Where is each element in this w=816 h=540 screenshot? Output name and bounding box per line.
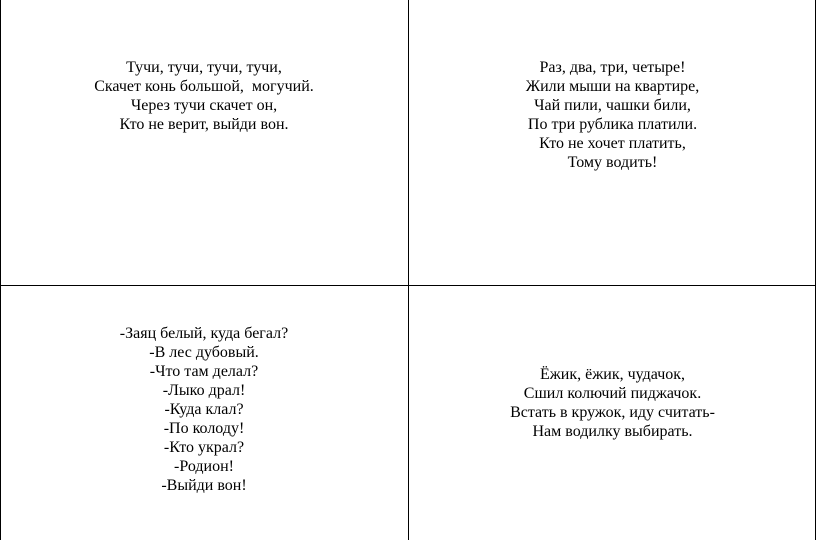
card-line: По три рублика платили. (527, 116, 698, 133)
card-line: Кто не верит, выйди вон. (119, 116, 289, 133)
card-line: -Выйди вон! (161, 477, 247, 494)
horizontal-divider (0, 285, 816, 286)
card-line: Нам водилку выбирать. (532, 423, 693, 440)
card-bottom-right (409, 365, 816, 441)
card-top-left (0, 58, 408, 134)
card-line: Кто не хочет платить, (539, 135, 686, 152)
card-line: -Кто украл? (163, 439, 245, 456)
card-line: Тому водить! (567, 154, 658, 171)
card-line: -По колоду! (163, 420, 245, 437)
card-line: -Что там делал? (149, 363, 259, 380)
card-top-right (409, 58, 816, 172)
card-line: Чай пили, чашки били, (534, 97, 691, 114)
card-line: Тучи, тучи, тучи, тучи, (126, 59, 282, 76)
card-line: Сшил колючий пиджачок. (523, 385, 702, 402)
card-line: -В лес дубовый. (149, 344, 259, 361)
card-line: -Родион! (174, 458, 234, 475)
card-line: Ёжик, ёжик, чудачок, (539, 366, 686, 383)
card-line: Раз, два, три, четыре! (539, 59, 686, 76)
card-line: -Заяц белый, куда бегал? (119, 325, 289, 342)
card-bottom-left (0, 324, 408, 495)
card-line: Скачет конь большой, могучий. (94, 78, 314, 95)
card-line: -Лыко драл! (162, 382, 246, 399)
card-line: -Куда клал? (164, 401, 244, 418)
card-line: Через тучи скачет он, (130, 97, 278, 114)
card-line: Жили мыши на квартире, (525, 78, 700, 95)
card-line: Встать в кружок, иду считать- (510, 404, 715, 421)
